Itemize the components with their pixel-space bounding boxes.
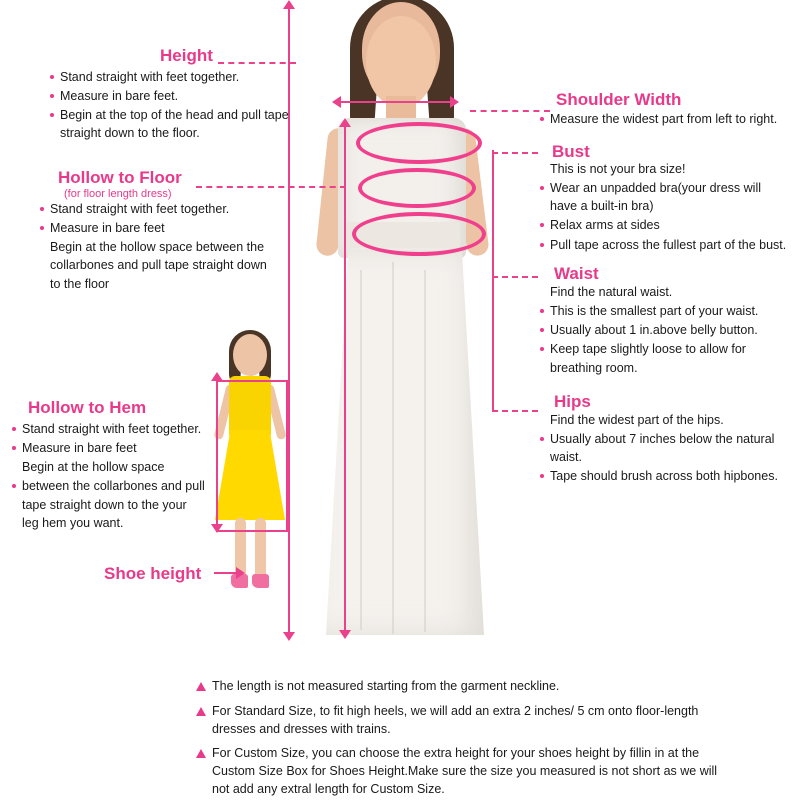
hollow-to-floor-measure-line [344,126,346,634]
hips-measure-ellipse [352,212,486,256]
label-shoe-height: Shoe height [104,564,202,583]
bullets-hollow-to-floor [38,200,276,294]
label-height: Height [160,46,213,65]
hollow-to-hem-bottom-tick [216,530,288,532]
bullet-item: Begin at the hollow space between the collarbones and pull tape straight down to the floor [50,240,267,291]
bullet-item: Keep tape slightly loose to allow for breathing room. [538,340,788,376]
small-model-dress-bodice [229,376,271,436]
small-model-figure [205,330,297,595]
bullet-item: Measure in bare feet [38,219,276,237]
skirt-fold [424,270,426,632]
right-callout-line [492,150,494,412]
model-dress-skirt [326,250,484,635]
small-model-head [233,334,267,376]
bullet-item: Find the widest part of the hips. [550,413,724,427]
shoulder-measure-line [341,101,451,103]
bullet-item: Stand straight with feet together. [10,420,206,438]
label-hips: Hips [554,392,591,411]
bullets-height [48,68,298,144]
bullet-item: Relax arms at sides [538,216,790,234]
label-shoulder-width: Shoulder Width [556,90,682,109]
bullet-item: This is the smallest part of your waist. [538,302,788,320]
bullet-item: Stand straight with feet together. [48,68,298,86]
small-model-right-leg [255,518,266,580]
bullet-item: Usually about 1 in.above belly button. [538,321,788,339]
sublabel-hollow-to-floor: (for floor length dress) [64,188,172,200]
shoulder-arrow-right [450,96,459,108]
bullet-item: Tape should brush across both hipbones. [538,467,790,485]
bullets-shoulder-width [538,110,794,129]
bullet-item: Measure the widest part from left to right. [538,110,794,128]
bust-measure-ellipse [356,122,482,164]
note-item: For Standard Size, to fit high heels, we will add an extra 2 inches/ 5 cm onto floor-length dresses and dresses with trains. [196,703,736,739]
bullet-item: Usually about 7 inches below the natural waist. [538,430,790,466]
bullet-item: Measure in bare feet. [48,87,298,105]
bullet-item: Find the natural waist. [550,285,673,299]
small-model-right-shoe [252,574,269,588]
bullet-item: Stand straight with feet together. [38,200,276,218]
bullets-hollow-to-hem [10,420,206,533]
model-face [366,16,436,108]
shoulder-arrow-left [332,96,341,108]
height-connector [218,62,296,64]
bullets-bust [538,160,790,255]
label-hollow-to-hem: Hollow to Hem [28,398,147,417]
bullet-item: Wear an unpadded bra(your dress will have a built-in bra) [538,179,790,215]
note-item: For Custom Size, you can choose the extra height for your shoes height by fillin in at the Custom Size Box for Shoes Height.Make sure the size you measured is not short as we will not add any extral length for Custom Size. [196,745,736,798]
bullets-waist [538,283,788,378]
hollow-to-hem-right-line [286,380,288,532]
bullet-item: between the collarbones and pull tape straight down to the your leg hem you want. [10,477,206,531]
footer-notes [196,678,736,806]
hollow-to-floor-arrow-bottom [339,630,351,639]
hollow-to-hem-top-tick [216,380,288,382]
hips-connector [492,410,538,412]
skirt-fold [392,262,394,634]
bullet-item: Measure in bare feet [10,439,206,457]
bullets-hips [538,411,790,487]
bullet-item: Begin at the top of the head and pull tape straight down to the floor. [48,106,298,142]
bust-connector [492,152,538,154]
waist-measure-ellipse [358,168,476,208]
shoe-height-arrow [236,567,245,579]
label-bust: Bust [552,142,590,161]
note-item: The length is not measured starting from the garment neckline. [196,678,736,696]
small-model-dress-skirt [215,430,285,520]
hollow-to-hem-measure-line [216,380,218,528]
skirt-fold [360,270,362,630]
bullet-item: Begin at the hollow space [22,460,165,475]
bullet-item: This is not your bra size! [550,162,686,176]
waist-connector [492,276,538,278]
height-arrow-bottom [283,632,295,641]
label-hollow-to-floor: Hollow to Floor [58,168,182,187]
hollow-to-floor-connector [196,186,346,188]
label-waist: Waist [554,264,599,283]
bullet-item: Pull tape across the fullest part of the bust. [538,236,790,254]
